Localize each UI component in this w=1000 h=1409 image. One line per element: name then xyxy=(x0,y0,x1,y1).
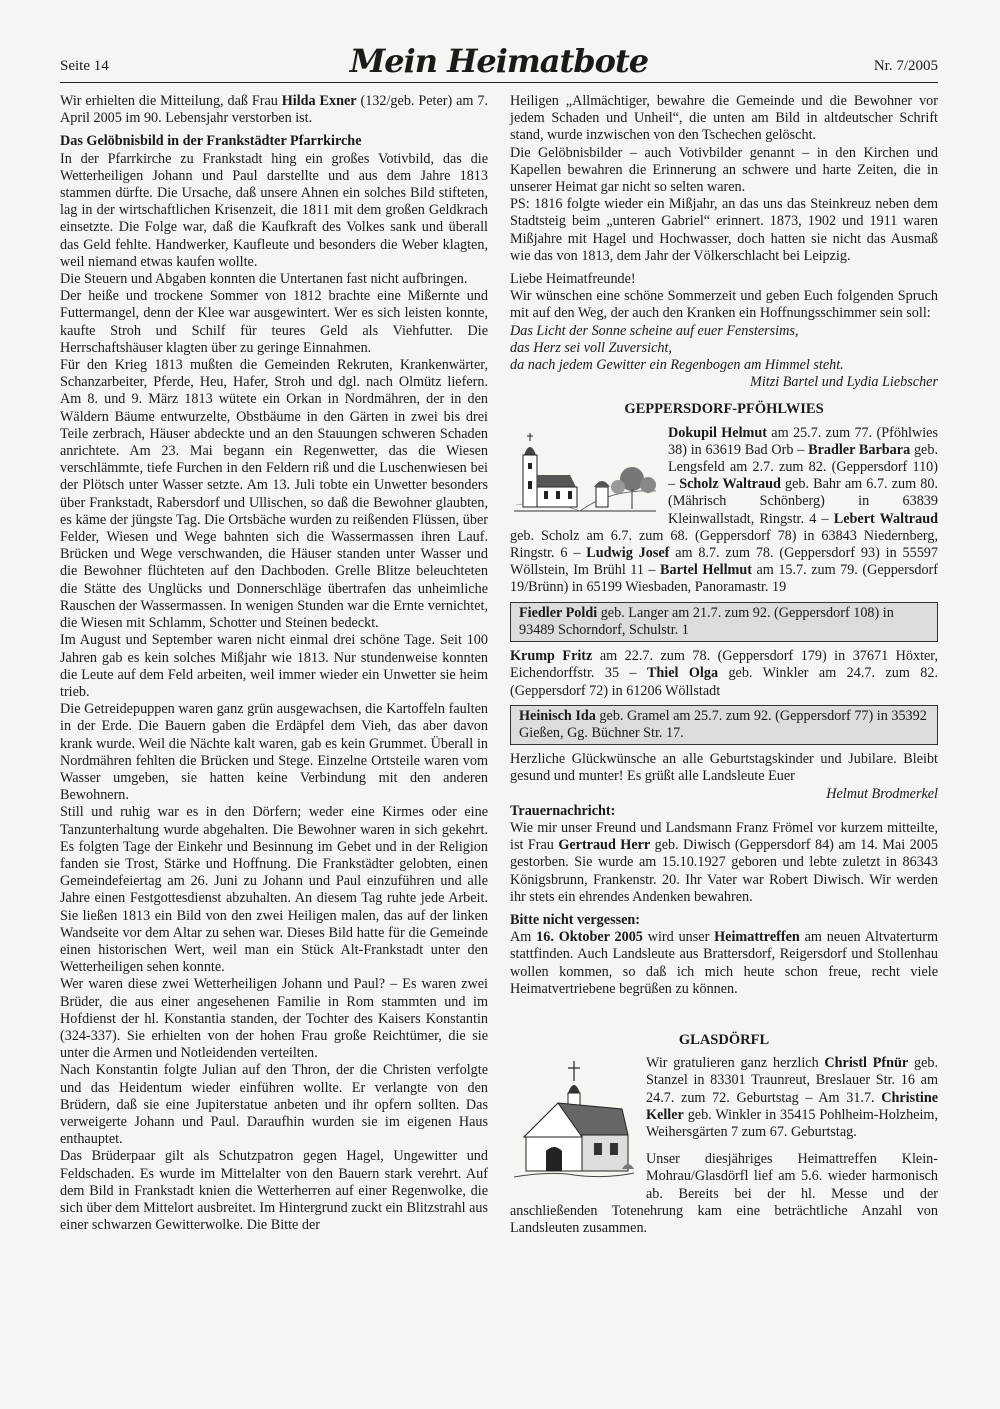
article-paragraph: Die Gelöbnisbilder – auch Votivbilder genannt – in den Kirchen und Kapellen bewahren die Erinnerung an schwere und harte Zeiten, die in unserer Heimat gar nicht so selten waren. xyxy=(510,144,938,196)
article-paragraph: Im August und September waren nicht einmal drei schöne Tage. Seit 100 Jahren gab es kein solches Mißjahr wie 1813. Nur stundenweise konnten die Leute auf dem Feld arbeiten, weil immer wieder ein Unwetter sie heim trieb. xyxy=(60,632,488,700)
page-header xyxy=(60,36,938,80)
poem-line: Das Licht der Sonne scheine auf euer Fenstersims, xyxy=(510,322,799,339)
header-rule xyxy=(60,82,938,83)
church-illustration xyxy=(510,429,660,521)
article-paragraph: Der heiße und trockene Sommer von 1812 brachte eine Mißernte und Futtermangel, denn der Klee war ausgewintert. Wer es sich leisten konnte, kaufte Stroh und Schilf für teures Geld als Viehfutter. Die Herrschaftshäuser klagten über zu geringe Einnahmen. xyxy=(60,288,488,356)
greeting: Liebe Heimatfreunde! xyxy=(510,271,636,288)
reminder-text: Am 16. Oktober 2005 wird unser Heimattreffen am neuen Altvaterturm stattfinden. Auch Landsleute aus Brattersdorf, Reigersdorf und Stollenhau wollen kommen, so daß ich mich heute schon freue, recht viele Heimatvertriebene begrüßen zu können. xyxy=(510,929,938,997)
article-continuation: Heiligen „Allmächtiger, bewahre die Gemeinde und die Bewohner vor jedem Schaden und Unheil“, die unten am Bild in altdeutscher Schrift stand, wurde inzwischen von den Tschechen gelöscht. xyxy=(510,93,938,144)
obituary-heading: Trauernachricht: xyxy=(510,802,616,819)
poem-line: da nach jedem Gewitter ein Regenbogen am Himmel steht. xyxy=(510,357,844,374)
article-paragraph: Für den Krieg 1813 mußten die Gemeinden Rekruten, Krankenwärter, Schanzarbeiter, Pferde, Heu, Hafer, Stroh und dgl. nach Olmütz liefern. Am 8. und 9. März 1813 wütete ein Orkan in Nordmähren, der in den Wäldern Bäume entwurzelte, Obstbäume in den Gärten in zwei bis drei Teile zerbrach, Häuser abdeckte und an den Stauungen schweren Schaden anrichtete. Am 23. Mai begann ein Regenwetter, das die Wiesen verschlämmte, tiefe Furchen in den Feldern riß und die Luschenwiesen bei der Plötsch unter Wasser setzte. Am 13. Juli tobte ein Unwetter besonders über Frankstadt, Rabersdorf und Ullischen, so daß die Bewohner glaubten, es käme der jüngste Tag. Die Ortsbäche wurden zu reißenden Flüssen, über Felder, Wiesen und Wege bahnten sich die Wassermassen ihren Lauf. Brücken und Wege verschwanden, die Häuser standen unter Wasser und die Bewohner flüchteten auf den Dachboden. Grelle Blitze beleuchteten die Stätte des Unglücks und Donnerschläge übertrafen das unheimliche Rauschen der Wassermassen. In wenigen Stunden war die Ernte vernichtet, die Wiesen mit Schlamm, Schotter und Steinen bedeckt. xyxy=(60,357,488,632)
article-heading: Das Gelöbnisbild in der Frankstädter Pfarrkirche xyxy=(60,133,362,150)
article-paragraph: Die Getreidepuppen waren ganz grün ausgewachsen, die Kartoffeln faulten in der Erde. Die Bauern gaben die Erdäpfel dem Vieh, das aber davon krank wurde. Weil die Nächte kalt waren, gab es kein Grummet. Überall in Nordmähren fehlten die Brücken und Stege. Einzelne Ortsteile waren vom Wasser umgeben, sie hatten keine Verbindung mit den anderen Bewohnern. xyxy=(60,701,488,804)
chapel-illustration xyxy=(510,1059,638,1187)
right-column xyxy=(510,93,938,1237)
article-paragraph: Still und ruhig war es in den Dörfern; weder eine Kirmes oder eine Tanzunterhaltung wurde abgehalten. Die Bewohner waren in sich gekehrt. Es folgten Tage der Einkehr und Besinnung im Gebet und in der Religion fanden sie Trost, Stärke und Hoffnung. Die Frankstädter gelobten, einen Gemeindefeiertag am 26. Juni zu Johann und Paul einzuführen und alle Jahre einen Festgottesdienst abzuhalten. An diesem Tag ruhte jede Arbeit. Sie ließen 1813 ein Bild von den zwei Heiligen malen, das auf der linken Wandseite vor dem Altar zu sehen war. Dieses Bild hatte für die Gemeinde einen historischen Wert, weil man ein Stück Alt-Frankstadt unter den Wetterheiligen sehen konnte. xyxy=(60,804,488,976)
poem-line: das Herz sei voll Zuversicht, xyxy=(510,339,672,356)
highlight-box-fiedler: Fiedler Poldi geb. Langer am 21.7. zum 92. (Geppersdorf 108) in 93489 Schorndorf, Schulstr. 1 xyxy=(510,602,938,642)
congratulations: Herzliche Glückwünsche an alle Geburtstagskinder und Jubilare. Bleibt gesund und munter! Es grüßt alle Landsleute Euer xyxy=(510,751,938,785)
highlight-box-heinisch: Heinisch Ida geb. Gramel am 25.7. zum 92. (Geppersdorf 77) in 35392 Gießen, Gg. Büchner Str. 17. xyxy=(510,705,938,745)
article-paragraph: Die Steuern und Abgaben konnten die Untertanen fast nicht aufbringen. xyxy=(60,271,468,288)
article-paragraph: Nach Konstantin folgte Julian auf den Thron, der die Christen verfolgte und das Heidentum wieder einführen wollte. Er verlangte von den Brüdern, daß sie eine Jupiterstatue anbeten und ihr opfern sollten. Das verweigerte Johann und Paul. Daraufhin wurden sie im eigenen Haus enthauptet. xyxy=(60,1062,488,1148)
masthead-title: Mein Heimatbote xyxy=(349,42,649,80)
meeting-report: Unser diesjähriges Heimattreffen Klein-Mohrau/Glasdörfl lief am 5.6. wieder harmonisch ab. Bereits bei der hl. Messe und der anschließenden Totenehrung kam eine beträchtliche Anzahl von Landsleuten zusammen. xyxy=(510,1151,938,1236)
page-number: Seite 14 xyxy=(60,58,109,74)
issue-number: Nr. 7/2005 xyxy=(873,58,938,74)
birthday-list-geppersdorf: Dokupil Helmut am 25.7. zum 77. (Pföhlwies 38) in 63619 Bad Orb – Bradler Barbara geb. Lengsfeld am 2.7. zum 82. (Geppersdorf 110) – Scholz Waltraud geb. Bahr am 6.7. zum 80. (Mährisch Schönberg) in 63839 Kleinwallstadt, Ringstr. 4 – Lebert Waltraud geb. Scholz am 6.7. zum 68. (Geppersdorf 78) in 63843 Niedernberg, Ringstr. 6 – Ludwig Josef am 8.7. zum 78. (Geppersdorf 93) in 55597 Wöllstein, Im Brühl 11 – Bartel Hellmut am 15.7. zum 79. (Geppersdorf 19/Brünn) in 65199 Wiesbaden, Panoramastr. 19 xyxy=(510,424,939,596)
section-heading-geppersdorf: GEPPERSDORF-PFÖHLWIES xyxy=(624,401,824,418)
poem-signature: Mitzi Bartel und Lydia Liebscher xyxy=(750,374,938,391)
postscript: PS: 1816 folgte wieder ein Mißjahr, an das uns das Steinkreuz neben dem Stadtsteig beim „unteren Gabriel“ erinnert. 1873, 1902 und 1911 waren Mißjahre mit Hagel und Hochwasser, doch hatten sie nicht das Ausmaß wie das von 1813, dem Jahr der Völkerschlacht bei Leipzig. xyxy=(510,196,938,264)
birthday-list-krump: Krump Fritz am 22.7. zum 78. (Geppersdorf 179) in 37671 Höxter, Eichendorffstr. 35 – Thiel Olga geb. Winkler am 24.7. zum 82. (Geppersdorf 72) in 61206 Wöllstadt xyxy=(510,648,939,699)
section-heading-glasdoerfl: GLASDÖRFL xyxy=(678,1031,770,1048)
obituary-exner: Wir erhielten die Mitteilung, daß Frau Hilda Exner (132/geb. Peter) am 7. April 2005 im 90. Lebensjahr verstorben ist. xyxy=(60,93,488,127)
wish-text: Wir wünschen eine schöne Sommerzeit und geben Euch folgenden Spruch mit auf den Weg, der auch den Kranken ein Hoffnungsschimmer sein soll: xyxy=(510,288,938,322)
birthday-list-glasdoerfl: Wir gratulieren ganz herzlich Christl Pfnür geb. Stanzel in 83301 Traunreut, Breslauer Str. 16 am 24.7. zum 72. Geburtstag – Am 31.7. Christine Keller geb. Winkler in 35415 Pohlheim-Holzheim, Weihersgärten 7 zum 67. Geburtstag. xyxy=(510,1055,938,1141)
article-paragraph: Wer waren diese zwei Wetterheiligen Johann und Paul? – Es waren zwei Brüder, die aus einer angesehenen Familie in Rom stammten und im Hofdienst der hl. Konstantia standen, der Tochter des Kaisers Konstantin (324-337). Sie erhielten von der hohen Frau große Reichtümer, die sie unter die Armen und Notleidenden verteilten. xyxy=(60,976,488,1062)
article-paragraph: Das Brüderpaar gilt als Schutzpatron gegen Hagel, Ungewitter und Feldschaden. Es wurde im Mittelalter von den Bauern stark verehrt. Auf dem Bild in Frankstadt knien die Wetterherren auf einer Regenwolke, die sich über dem Mittelort ausbreitet. Im Hintergrund zuckt ein Blitzstrahl aus einer schwarzen Gewitterwolke. Die Bitte der xyxy=(60,1148,489,1234)
obituary-text: Wie mir unser Freund und Landsmann Franz Frömel vor kurzem mitteilte, ist Frau Gertraud Herr geb. Diwisch (Geppersdorf 84) am 14. Mai 2005 gestorben. Sie wurde am 15.10.1927 geboren und lebte zuletzt in 86343 Königsbrunn, Frankenstr. 20. Ihr Vater war Robert Diwisch. Wir werden ihr stets ein ehrendes Andenken bewahren. xyxy=(510,819,938,905)
congrats-signature: Helmut Brodmerkel xyxy=(826,785,938,802)
left-column xyxy=(60,93,488,1234)
article-paragraph: In der Pfarrkirche zu Frankstadt hing ein großes Votivbild, das die Wetterheiligen Johann und Paul darstellte und aus dem Jahre 1813 stammen dürfte. Die Ursache, daß unsere Ahnen ein solches Bild stifteten, lag in der wirtschaftlichen Krisenzeit, die 1811 mit dem großen Geldkrach einsetzte. Die Folge war, daß die Kaufkraft des Volkes sank und überall das Geld fehlte. Handwerker, Kaufleute und besonders die Weber klagten, weil niemand etwas kaufen wollte. xyxy=(60,150,488,270)
reminder-heading: Bitte nicht vergessen: xyxy=(510,911,641,928)
